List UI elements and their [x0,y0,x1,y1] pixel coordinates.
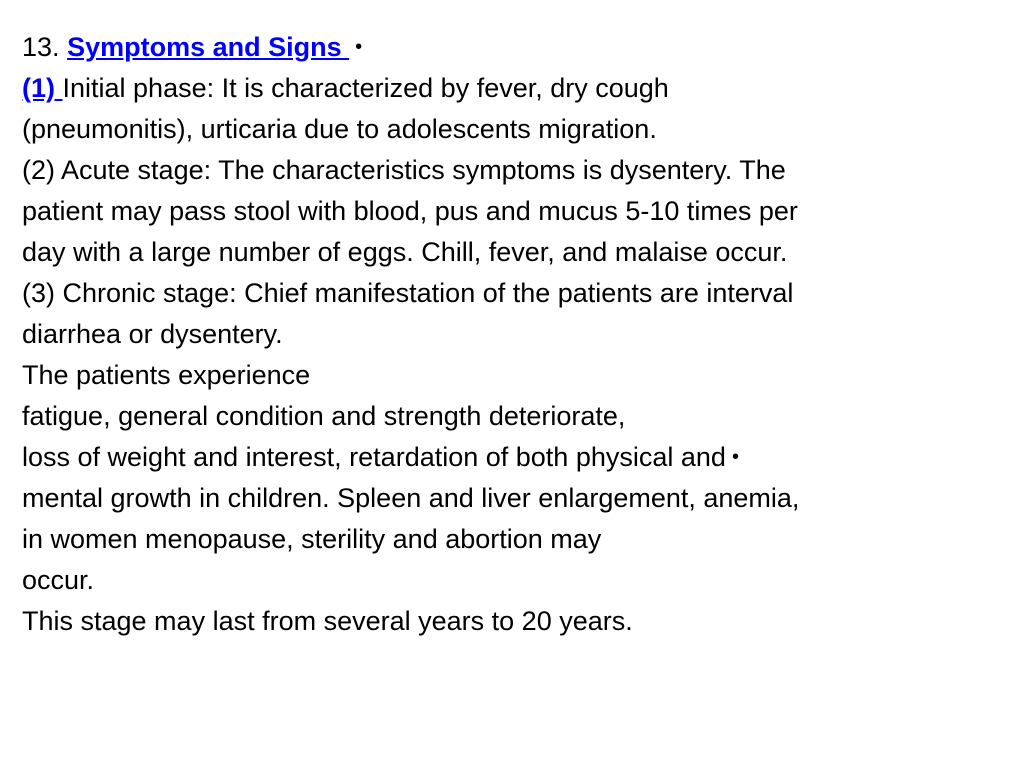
text-line: in women menopause, sterility and abortion may [22,524,602,554]
text-line: The patients experience [22,360,311,390]
text-line: (3) Chronic stage: Chief manifestation of the patients are interval [22,278,794,308]
text-line: (pneumonitis), urticaria due to adolescents migration. [22,114,657,144]
heading-number: 13. [22,32,60,62]
text-line [22,437,1002,478]
text-line: fatigue, general condition and strength deteriorate, [22,401,626,431]
text-line: occur. [22,565,95,595]
text-line: diarrhea or dysentery. [22,319,283,349]
symptoms-and-signs-link[interactable]: Symptoms and Signs [67,32,350,62]
text-line: patient may pass stool with blood, pus and mucus 5-10 times per [22,196,798,226]
heading-line [22,27,1002,68]
text-line [22,68,1002,109]
text-line: This stage may last from several years to 20 years. [22,606,633,636]
bullet-icon: • [355,36,363,58]
text-line: mental growth in children. Spleen and liver enlargement, anemia, [22,483,800,513]
text-line: (2) Acute stage: The characteristics symptoms is dysentery. The [22,155,786,185]
phase-1-link[interactable]: (1) [22,73,63,103]
line-text: Initial phase: It is characterized by fever, dry cough [62,73,669,103]
line-text: loss of weight and interest, retardation of both physical and [22,442,726,472]
text-line: day with a large number of eggs. Chill, fever, and malaise occur. [22,237,788,267]
bullet-icon: • [731,446,739,468]
slide-body [22,27,1002,642]
